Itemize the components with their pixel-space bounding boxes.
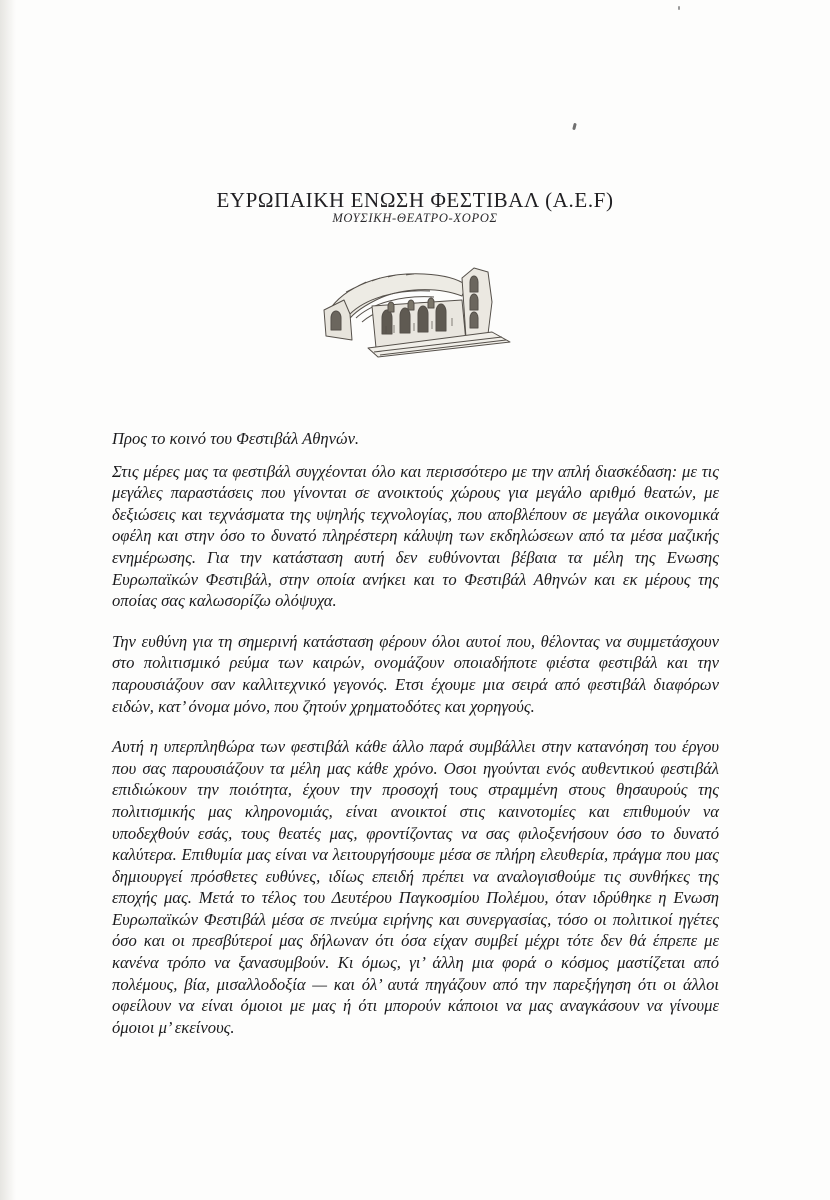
paragraph-2: Την ευθύνη για τη σημερινή κατάσταση φέρουν όλοι αυτοί που, θέλοντας να συμμετάσχουν στο πολιτισμικό ρεύμα των καιρών, ονομάζουν οποιαδήποτε φιέστα φεστιβάλ και την παρουσιάζουν σαν καλλιτεχνικό γεγονός. Ετσι έχουμε μια σειρά από φεστιβάλ διαφόρων ειδών, κατ’ όνομα μόνο, που ζητούν χρηματοδότες και χορηγούς. [112, 631, 719, 716]
scan-speck [678, 6, 680, 10]
salutation-line: Προς το κοινό του Φεστιβάλ Αθηνών. [112, 429, 360, 448]
figure-container [0, 256, 830, 362]
paragraph-1: Στις μέρες μας τα φεστιβάλ συγχέονται όλο και περισσότερο με την απλή διασκέδαση: με τις μεγάλες παραστάσεις που γίνονται σε ανοικτούς χώρους για μεγάλο αριθμό θεατών, με δεξιώσεις και τεχνάσματα της υψηλής τεχνολογίας, που αποβλέπουν σε μεγάλα οικονομικά οφέλη και στην όσο το δυνατό πληρέστερη κάλυψη των εκδηλώσεων από τα μέσα μαζικής ενημέρωσης. Για την κατάσταση αυτή δεν ευθύνονται βέβαια τα μέλη της Ενωσης Ευρωπαϊκών Φεστιβάλ, στην οποία ανήκει και το Φεστιβάλ Αθηνών και εκ μέρους της οποίας σας καλωσορίζω ολόψυχα. [112, 461, 719, 611]
ancient-theatre-illustration [316, 256, 514, 362]
scan-edge-shadow [0, 0, 16, 1200]
organization-subtitle: ΜΟΥΣΙΚΗ-ΘΕΑΤΡΟ-ΧΟΡΟΣ [332, 211, 498, 225]
organization-title: ΕΥΡΩΠΑΙΚΗ ΕΝΩΣΗ ΦΕΣΤΙΒΑΛ (A.E.F) [216, 188, 614, 213]
letter-body [112, 428, 719, 1057]
paragraph-3: Αυτή η υπερπληθώρα των φεστιβάλ κάθε άλλο παρά συμβάλλει στην κατανόηση του έργου που σας παρουσιάζουν τα μέλη μας κάθε χρόνο. Οσοι ηγούνται ενός αυθεντικού φεστιβάλ επιδιώκουν την ποιότητα, έχουν την προσοχή τους στραμμένη στους θησαυρούς της πολιτισμικής μας κληρονομιάς, είναι ανοικτοί στις καινοτομίες και επιθυμούν να υποδεχθούν εσάς, τους θεατές μας, φροντίζοντας να σας φιλοξενήσουν όσο το δυνατό καλύτερα. Επιθυμία μας είναι να λειτουργήσουμε μέσα σε πλήρη ελευθερία, πράγμα που μας δημιουργεί πρόσθετες ευθύνες, ιδίως επειδή πρέπει να αναλογισθούμε τις συνθήκες της εποχής μας. Μετά το τέλος του Δευτέρου Παγκοσμίου Πολέμου, όταν ιδρύθηκε η Ενωση Ευρωπαϊκών Φεστιβάλ μέσα σε πνεύμα ειρήνης και συνεργασίας, τόσο οι πολιτικοί ηγέτες όσο και οι πρεσβύτεροί μας δήλωναν ότι όσα είχαν συμβεί μέχρι τότε δεν θά έπρεπε με κανένα τρόπο να ξανασυμβούν. Κι όμως, γι’ άλλη μια φορά ο κόσμος μαστίζεται από πολέμους, βία, μισαλλοδοξία — και όλ’ αυτά πηγάζουν από την παρεξήγηση ότι οι άλλοι οφείλουν να είναι όμοιοι με μας ή ότι μπορούν κάποιοι να μας αναγκάσουν να γίνουμε όμοιοι μ’ εκείνους. [112, 737, 719, 1037]
scan-speck [572, 123, 577, 131]
